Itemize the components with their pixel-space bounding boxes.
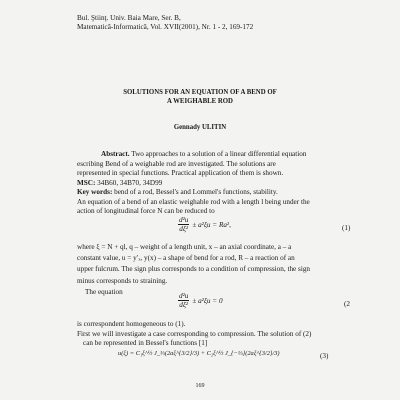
eq1-fraction — [178, 216, 189, 233]
journal-line-2: Matematică-Informatică, Vol. XVII(2001), Nr. 1 - 2, 169-172 — [77, 23, 254, 31]
paper-title — [0, 89, 400, 106]
eq2-fraction — [178, 292, 189, 309]
abstract — [77, 150, 355, 217]
abstract-text-2: escribing Bend of a weighable rod are investigated. The solutions are — [77, 159, 276, 168]
homog-line-3: can be represented in Bessel's functions [1] — [83, 339, 208, 347]
msc-codes: 34B60, 34B70, 34D99 — [95, 178, 163, 187]
where-line-3: upper fulcrum. The sign plus corresponds to a condition of compression, the sign — [77, 265, 311, 274]
eq3-formula: u(ξ) = C₁ξ^½ J_⅓(2aξ^{3/2}/3) + C₂ξ^½ J_{−⅓}(2aξ^{3/2}/3) — [118, 350, 280, 357]
eq1-rhs: ± a²ξu = Ra², — [192, 220, 231, 229]
keywords-text: bend of a rod, Bessel's and Lommel's functions, stability. — [112, 188, 278, 196]
journal-header — [77, 14, 253, 32]
where-line-4: minus corresponds to straining. — [77, 276, 168, 285]
eq1-numerator: d²u — [179, 216, 189, 224]
title-line-1: SOLUTIONS FOR AN EQUATION OF A BEND OF — [123, 89, 277, 96]
where-line-5: The equation — [85, 287, 123, 296]
eq1-denominator: dξ² — [179, 225, 189, 233]
abstract-label: Abstract. — [101, 150, 130, 158]
eq2-denominator: dξ² — [179, 301, 189, 309]
intro-line-1: An equation of a bend of an elastic weighable rod with a length l being under the — [77, 197, 310, 206]
journal-line-1: Bul. Ştiinţ. Univ. Baia Mare, Ser. B, — [77, 14, 181, 22]
equation-2 — [178, 292, 223, 309]
page-number: 169 — [195, 383, 205, 389]
where-line-1: where ξ = N + ql, q – weight of a length unit, x – an axial coordinate, a – a — [77, 243, 292, 251]
eq3-number: (3) — [320, 352, 329, 360]
equation-3 — [118, 350, 280, 357]
keywords-label: Key words: — [77, 188, 113, 196]
eq2-numerator: d²u — [179, 292, 189, 300]
where-paragraph — [77, 242, 355, 298]
abstract-text-1: Two approaches to a solution of a linear differential equation — [129, 150, 307, 158]
title-line-2: A WEIGHABLE ROD — [167, 97, 233, 105]
homog-line-2: First we will investigate a case corresponding to compression. The solution of (2) — [77, 329, 312, 338]
homog-line-1: is correspondent homogeneous to (1). — [77, 320, 186, 328]
eq1-number: (1) — [342, 224, 351, 232]
homogeneous-paragraph — [77, 320, 355, 349]
where-line-2: constant value, u = y′ₓ, y(x) – a shape of bend for a rod, R – a reaction of an — [77, 254, 295, 263]
abstract-text-3: represented in special functions. Practical application of them is shown. — [77, 169, 284, 177]
eq2-number: (2 — [344, 300, 350, 308]
eq2-rhs: ± a²ξu = 0 — [192, 296, 223, 305]
author-name: Gennady ULITIN — [173, 124, 227, 131]
intro-line-2: action of longitudinal force N can be reduced to — [77, 207, 215, 215]
equation-1 — [178, 216, 231, 233]
msc-label: MSC: — [77, 178, 96, 187]
